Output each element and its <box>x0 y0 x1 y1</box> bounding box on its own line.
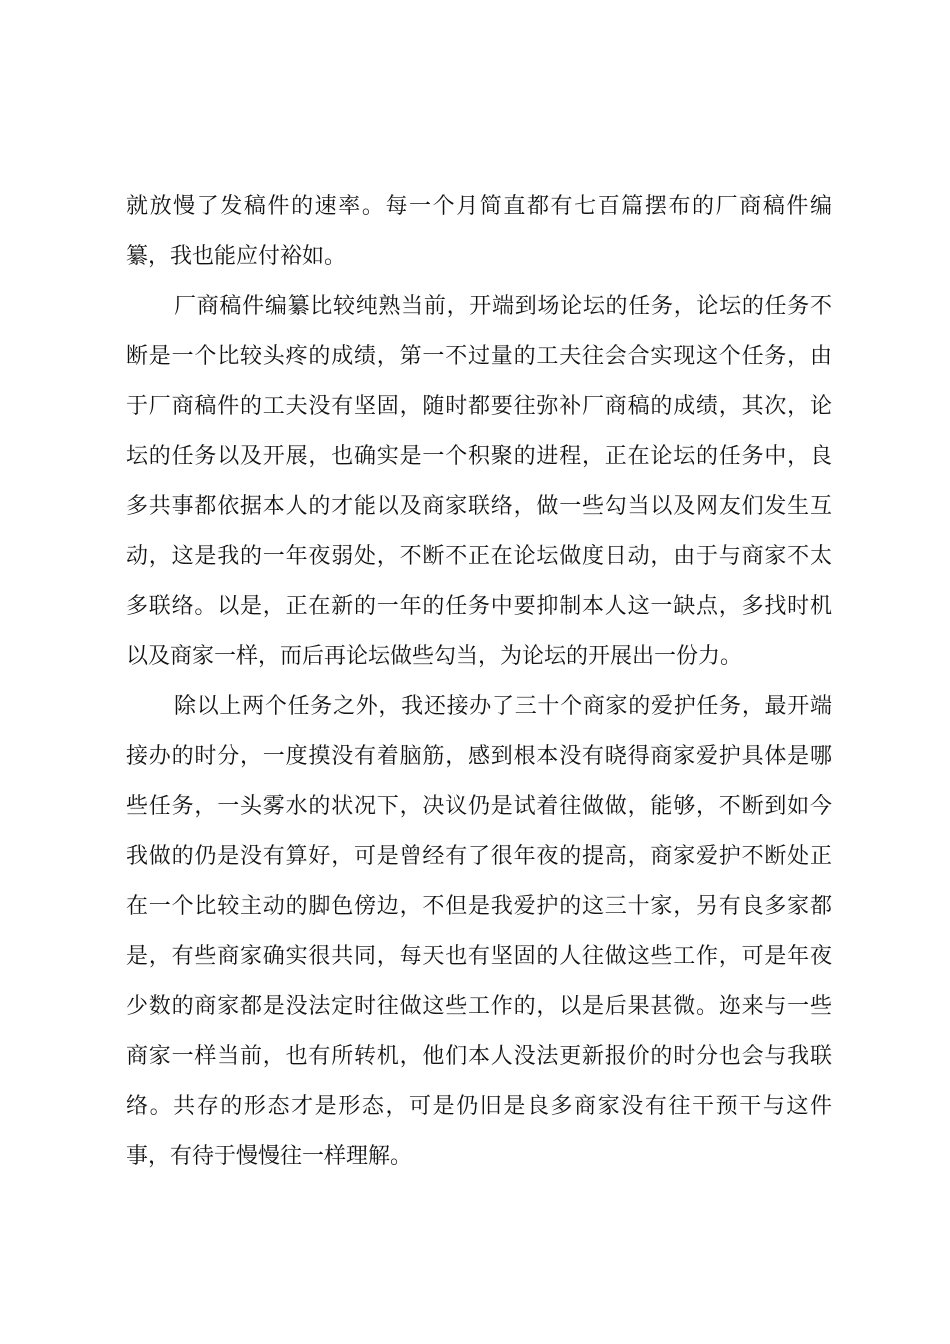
text-line: 断是一个比较头疼的成绩，第一不过量的工夫往会合实现这个任务，由 <box>126 344 832 369</box>
text-line: 于厂商稿件的工夫没有坚固，随时都要往弥补厂商稿的成绩，其次，论 <box>126 394 832 419</box>
text-line: 接办的时分，一度摸没有着脑筋，感到根本没有晓得商家爱护具体是哪 <box>126 744 832 769</box>
text-line: 坛的任务以及开展，也确实是一个积聚的进程，正在论坛的任务中，良 <box>126 444 832 469</box>
paragraph-3 <box>126 682 832 1182</box>
text-line: 些任务，一头雾水的状况下，决议仍是试着往做做，能够，不断到如今 <box>126 794 832 819</box>
text-line: 厂商稿件编纂比较纯熟当前，开端到场论坛的任务，论坛的任务不 <box>174 294 832 319</box>
text-line: 以及商家一样，而后再论坛做些勾当，为论坛的开展出一份力。 <box>126 644 743 669</box>
text-line: 在一个比较主动的脚色傍边，不但是我爱护的这三十家，另有良多家都 <box>126 894 832 919</box>
paragraph-2 <box>126 282 832 682</box>
text-line: 多联络。以是，正在新的一年的任务中要抑制本人这一缺点，多找时机 <box>126 594 832 619</box>
text-line: 多共事都依据本人的才能以及商家联络，做一些勾当以及网友们发生互 <box>126 494 832 519</box>
text-line: 络。共存的形态才是形态，可是仍旧是良多商家没有往干预干与这件 <box>126 1094 832 1119</box>
text-line: 事，有待于慢慢往一样理解。 <box>126 1144 413 1169</box>
text-line: 商家一样当前，也有所转机，他们本人没法更新报价的时分也会与我联 <box>126 1044 832 1069</box>
text-line: 少数的商家都是没法定时往做这些工作的，以是后果甚微。迩来与一些 <box>126 994 832 1019</box>
text-line: 除以上两个任务之外，我还接办了三十个商家的爱护任务，最开端 <box>174 694 832 719</box>
text-line: 纂，我也能应付裕如。 <box>126 244 347 269</box>
paragraph-1 <box>126 182 832 282</box>
text-line: 是，有些商家确实很共同，每天也有坚固的人往做这些工作，可是年夜 <box>126 944 832 969</box>
text-line: 我做的仍是没有算好，可是曾经有了很年夜的提高，商家爱护不断处正 <box>126 844 832 869</box>
text-line: 动，这是我的一年夜弱处，不断不正在论坛做度日动，由于与商家不太 <box>126 544 832 569</box>
document-body <box>126 182 832 1182</box>
text-line: 就放慢了发稿件的速率。每一个月简直都有七百篇摆布的厂商稿件编 <box>126 194 832 219</box>
